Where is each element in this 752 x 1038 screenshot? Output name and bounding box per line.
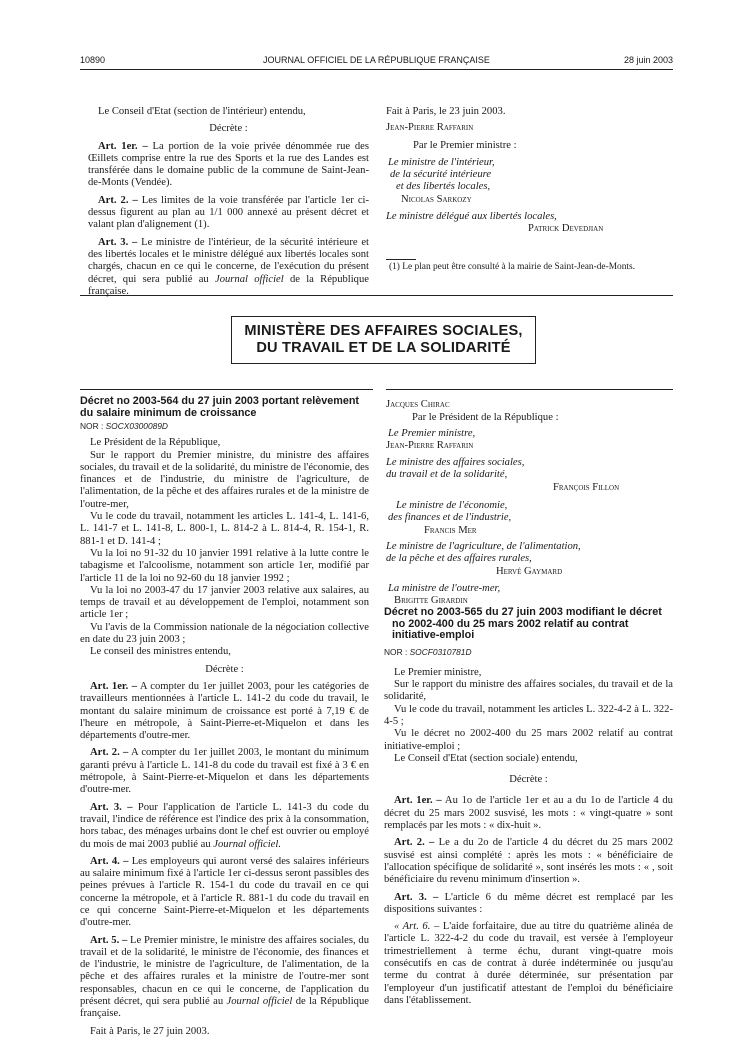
ministry-banner [231,316,536,364]
minister-name: Francis Mer [424,524,477,536]
paragraph: Vu le code du travail, notamment les articles L. 141-4, L. 141-6, L. 141-7 et L. 141-8, L. 800-1, L. 814-2 à L. 814-4, R. 154-1, R. 881-1 et D. 141-4 ; [80,511,369,547]
article-3: Art. 3. – Le ministre de l'intérieur, de la sécurité intérieure et des libertés locales et le ministre délégué aux libertés locales sont chargés, chacun en ce qui le concerne, de l'exécution du présent décret, qui sera publié au Journal officiel de la République française. [88,236,369,297]
running-header [80,54,673,68]
minister-title: Le Premier ministre, [388,427,476,439]
decree-title: Décret no 2003-564 du 27 juin 2003 portant relèvement [80,395,360,407]
decree-title: du salaire minimum de croissance [80,406,257,419]
minister-title: Le ministre délégué aux libertés locales, [386,211,557,223]
paragraph: Vu la loi no 2003-47 du 17 janvier 2003 relative aux salaires, au temps de travail et au développement de l'emploi, notamment son article 1er ; [80,584,369,621]
decree-title: no 2002-400 du 25 mars 2002 relatif au contrat [392,617,629,630]
article-label: Art. 2. – [394,837,435,849]
article-label: Art. 2. – [98,194,138,206]
article-2: Art. 2. – A compter du 1er juillet 2003, le montant du minimum garanti prévu à l'article L. 141-8 du code du travail est fixé à 3 € en métropole, à Saint-Pierre-et-Miquelon et dans les départements d'outre-mer. [80,747,369,796]
paragraph: Sur le rapport du Premier ministre, du ministre des affaires sociales, du travail et de la solidarité, du ministre de l'économie, des finances et de l'industrie, du ministre de l'agriculture, de l'alimentation, de la pêche et des affaires rurales et de la ministre de l'outre-mer, [80,449,369,510]
minister-title: des finances et de l'industrie, [388,512,512,524]
article-1: Art. 1er. – A compter du 1er juillet 2003, pour les catégories de travailleurs mentionnées à l'article L. 141-2 du code du travail, le montant du salaire minimum de croissance est porté à 7,19 € de l'heure en métropole, à Saint-Pierre-et-Miquelon et dans les départements d'outre-mer. [80,680,369,742]
decree-564-signatures [386,399,673,607]
decrete-heading: Décrète : [509,774,548,786]
article-label: Art. 5. – [90,934,128,946]
article-6-quote: « Art. 6. – L'aide forfaitaire, due au titre du quatrième alinéa de l'article L. 322-4-2 du code du travail, est versée à l'employeur trimestriellement à terme échu, durant vingt-quatre mois consécutifs en cas de contrat à durée indéterminée ou jusqu'au terme du contrat à durée déterminée, sur présentation par l'employeur d'un justificatif attestant de l'emploi du bénéficiaire dans l'établissement. [384,921,673,1006]
header-rule [80,69,673,70]
article-3: Art. 3. – L'article 6 du même décret est remplacé par les dispositions suivantes : [384,891,673,915]
section-rule [80,295,673,296]
paragraph: Vu le code du travail, notamment les articles L. 322-4-2 à L. 322-4-5 ; [384,703,673,727]
article-2: Art. 2. – Les limites de la voie transférée par l'article 1er ci-dessus figurent au plan au 1/1 000 annexé au présent décret et valant plan d'alignement (1). [88,194,369,231]
place-date: Fait à Paris, le 23 juin 2003. [386,106,506,117]
paragraph: Vu l'avis de la Commission nationale de la négociation collective en date du 23 juin 2003 ; [80,621,369,646]
page-number: 10890 [80,55,106,65]
article-label: Art. 3. – [90,801,133,813]
minister-title: Le ministre de l'économie, [396,500,508,512]
paragraph: Le Premier ministre, [394,666,482,678]
decrete-heading: Décrète : [205,663,244,675]
minister-name: Patrick Devedjian [528,223,604,235]
nor-reference: NOR : SOCX0300089D [80,421,168,431]
minister-name: Hervé Gaymard [496,565,563,577]
minister-title: La ministre de l'outre-mer, [388,582,501,594]
top-right-column [386,106,673,236]
minister-title: de la pêche et des affaires rurales, [386,553,532,565]
article-label: Art. 1er. – [394,795,442,807]
article-5: Art. 5. – Le Premier ministre, le ministre des affaires sociales, du travail et de la solidarité, le ministre de l'économie, des finances et de l'industrie, le ministre de l'agriculture, de l'alimentation, de la pêche et des affaires rurales et la ministre de l'outre-mer sont responsables, chacun en ce qui le concerne, de l'application du présent décret, qui sera publié au Journal officiel de la République française. [80,934,369,1020]
article-1: Art. 1er. – La portion de la voie privée dénommée rue des Œillets comprise entre la rue des Sports et la rue des Landes est transférée dans le domaine public de la commune de Saint-Jean-de-Monts (Vendée). [88,140,369,189]
article-1: Art. 1er. – Au 1o de l'article 1er et au a du 1o de l'article 4 du décret du 25 mars 2002 susvisé, les mots : « vingt-quatre » sont remplacés par les mots : « dix-huit ». [384,795,673,832]
article-label: Art. 1er. – [90,680,137,692]
article-2: Art. 2. – Le a du 2o de l'article 4 du décret du 25 mars 2002 susvisé est ainsi complété : après les mots : « bénéficiaire de l'allocation spécifique de solidarité », sont insérés les mots : « , soit bénéficiaire du revenu minimum d'insertion ». [384,837,673,886]
paragraph: Vu la loi no 91-32 du 10 janvier 1991 relative à la lutte contre le tabagisme et l'alcoolisme, notamment son article 1er, modifié par l'article 11 de la loi no 92-60 du 18 janvier 1992 ; [80,547,369,584]
minister-title: Le ministre de l'intérieur, [388,156,495,168]
minister-name: Nicolas Sarkozy [401,193,472,205]
paragraph: Sur le rapport du ministre des affaires sociales, du travail et de la solidarité, [384,679,673,703]
article-label: « Art. 6. – [394,921,440,933]
top-left-column [88,106,369,298]
ministry-banner-line: MINISTÈRE DES AFFAIRES SOCIALES, [244,323,523,339]
article-label: Art. 4. – [90,855,129,867]
ministry-banner-line: DU TRAVAIL ET DE LA SOLIDARITÉ [256,340,511,356]
decree-title: initiative-emploi [392,629,475,641]
article-label: Art. 2. – [90,747,129,759]
journal-title: JOURNAL OFFICIEL DE LA RÉPUBLIQUE FRANÇAISE [263,55,490,65]
paragraph: Le conseil des ministres entendu, [90,646,231,658]
par-premier-ministre: Par le Premier ministre : [413,139,517,151]
footnote-rule [386,259,416,260]
article-3: Art. 3. – Pour l'application de l'article L. 141-3 du code du travail, l'indice de référence est l'indice des prix à la consommation, hors tabac, des ménages urbains dont le chef est ouvrier ou employé du mois de mai 2003 publié au Journal officiel. [80,801,369,850]
decree-565-column [384,607,673,1007]
council-heard: Le Conseil d'Etat (section de l'intérieur) entendu, [98,106,306,117]
footnote: (1) Le plan peut être consulté à la mairie de Saint-Jean-de-Monts. [389,262,636,272]
signer-name: Jean-Pierre Raffarin [386,122,474,134]
paragraph: Le Conseil d'Etat (section sociale) entendu, [394,752,578,764]
minister-name: Brigitte Girardin [394,595,468,607]
article-label: Art. 1er. – [98,140,148,152]
decrete-heading: Décrète : [209,123,248,135]
minister-title: du travail et de la solidarité, [386,469,508,481]
decree-title: Décret no 2003-565 du 27 juin 2003 modifiant le décret [384,606,662,618]
minister-title: Le ministre de l'agriculture, de l'alimentation, [386,540,581,552]
par-president: Par le Président de la République : [412,412,559,424]
article-label: Art. 3. – [98,236,138,248]
section-rule [386,389,673,390]
minister-title: Le ministre des affaires sociales, [386,457,525,469]
minister-title: et des libertés locales, [396,181,491,193]
paragraph: Le Président de la République, [90,437,221,449]
article-label: Art. 3. – [394,891,439,903]
article-4: Art. 4. – Les employeurs qui auront versé des salaires inférieurs au salaire minimum fixé à l'article 1er ci-dessus seront passibles des peines prévues à l'article R. 154-1 du code du travail en ce qui concerne la métropole, et à l'article R. 881-1 du code du travail en ce qui concerne Saint-Pierre-et-Miquelon et les départements d'outre-mer. [80,855,369,929]
minister-name: François Fillon [553,481,620,493]
paragraph: Vu le décret no 2002-400 du 25 mars 2002 relatif au contrat initiative-emploi ; [384,728,673,752]
president-name: Jacques Chirac [386,399,450,410]
place-date: Fait à Paris, le 27 juin 2003. [90,1025,210,1037]
minister-name: Jean-Pierre Raffarin [386,439,474,451]
section-rule [80,389,373,390]
nor-reference: NOR : SOCF0310781D [384,646,472,657]
issue-date: 28 juin 2003 [623,55,673,65]
minister-title: de la sécurité intérieure [390,169,492,181]
decree-564-column [80,396,369,1038]
